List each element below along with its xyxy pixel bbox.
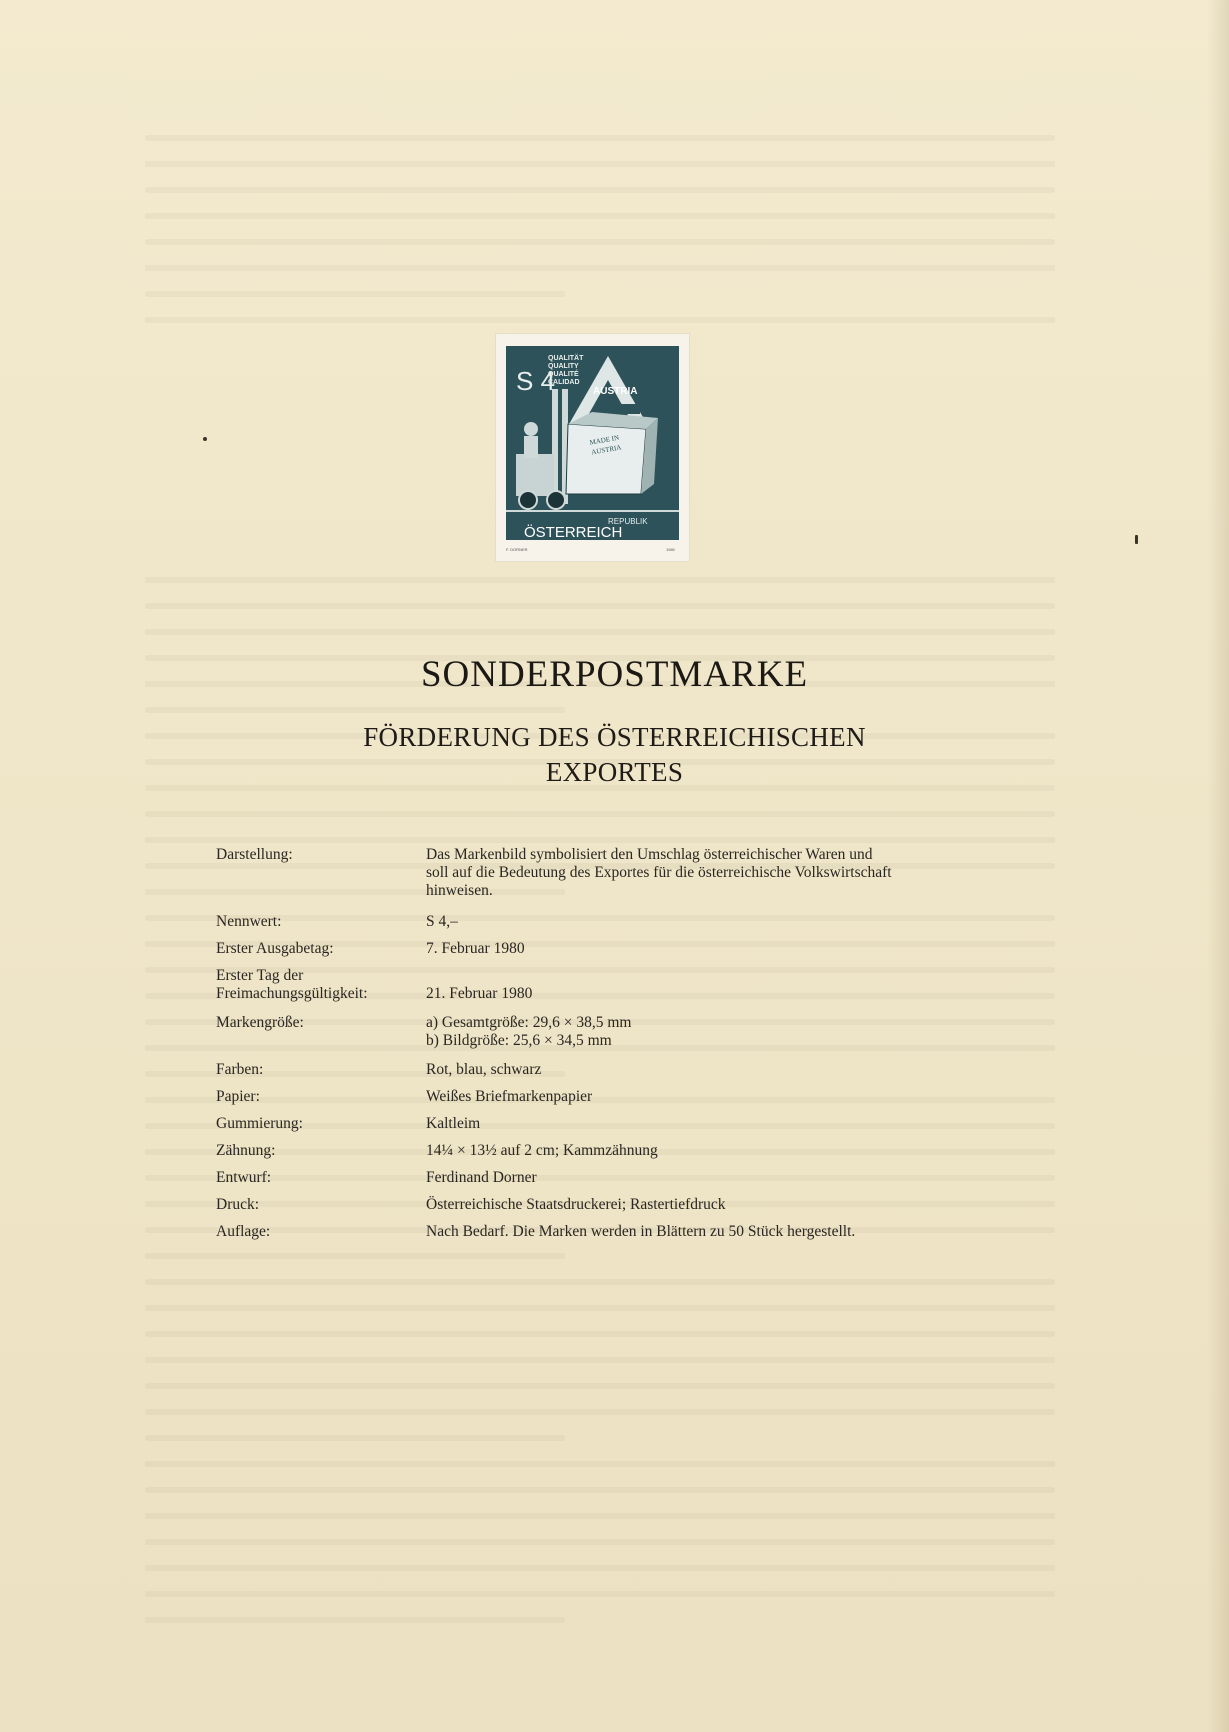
stamp-box-text-1: MADE IN xyxy=(588,433,620,447)
detail-value: 21. Februar 1980 xyxy=(426,985,533,1002)
detail-label: Erster Ausgabetag: xyxy=(216,940,334,957)
detail-label: Farben: xyxy=(216,1061,264,1078)
detail-label: Markengröße: xyxy=(216,1014,304,1031)
detail-value-line: a) Gesamtgröße: 29,6 × 38,5 mm xyxy=(426,1014,632,1031)
detail-label-line: Erster Tag der xyxy=(216,967,304,984)
stamp-tagline-1: QUALITÄT xyxy=(548,355,584,362)
stamp-tagline-2: QUALITY xyxy=(548,363,579,370)
paper-speck xyxy=(203,437,207,441)
show-through-line xyxy=(145,1461,1055,1467)
detail-label: Nennwert: xyxy=(216,913,282,930)
detail-value xyxy=(426,1014,1186,1050)
detail-value-line: soll auf die Bedeutung des Exportes für die österreichische Volkswirtschaft xyxy=(426,864,892,881)
detail-label: Papier: xyxy=(216,1088,260,1105)
show-through-line xyxy=(145,213,1055,219)
stamp-year: 1980 xyxy=(666,547,675,552)
show-through-line xyxy=(145,239,1055,245)
show-through-line xyxy=(145,603,1055,609)
stamp-image xyxy=(496,334,689,561)
stamp-value: S 4 xyxy=(516,366,556,396)
detail-label: Auflage: xyxy=(216,1223,271,1240)
detail-value: Nach Bedarf. Die Marken werden in Blättern zu 50 Stück hergestellt. xyxy=(426,1223,856,1240)
detail-value-line: hinweisen. xyxy=(426,882,493,899)
show-through-line xyxy=(145,1279,1055,1285)
show-through-line xyxy=(145,1357,1055,1363)
detail-value: S 4,– xyxy=(426,913,458,930)
detail-label-line: Freimachungsgültigkeit: xyxy=(216,985,368,1002)
show-through-line xyxy=(145,291,565,297)
show-through-line xyxy=(145,135,1055,141)
show-through-line xyxy=(145,707,565,713)
stamp-republik: REPUBLIK xyxy=(608,517,648,526)
show-through-line xyxy=(145,1513,1055,1519)
show-through-line xyxy=(145,1305,1055,1311)
show-through-line xyxy=(145,1591,1055,1597)
detail-label xyxy=(216,967,416,1003)
show-through-line xyxy=(145,1331,1055,1337)
detail-value: Kaltleim xyxy=(426,1115,481,1132)
detail-label: Entwurf: xyxy=(216,1169,272,1186)
stamp-box-text-2: AUSTRIA xyxy=(590,443,622,457)
detail-value: 7. Februar 1980 xyxy=(426,940,525,957)
stamp-artwork xyxy=(496,334,689,561)
stamp-tagline-3: QUALITÉ xyxy=(548,371,579,378)
show-through-line xyxy=(145,1383,1055,1389)
detail-value: Weißes Briefmarkenpapier xyxy=(426,1088,593,1105)
show-through-line xyxy=(145,265,1055,271)
detail-value-line: b) Bildgröße: 25,6 × 34,5 mm xyxy=(426,1032,612,1049)
show-through-line xyxy=(145,1487,1055,1493)
page-title: SONDERPOSTMARKE xyxy=(420,654,809,695)
stamp-designer: F. DORNER xyxy=(506,547,528,552)
show-through-line xyxy=(145,187,1055,193)
stamp-country: ÖSTERREICH xyxy=(524,524,623,541)
show-through-line xyxy=(145,629,1055,635)
subtitle-line-2: EXPORTES xyxy=(545,757,684,787)
show-through-line xyxy=(145,1617,565,1623)
show-through-line xyxy=(145,1409,1055,1415)
show-through-line xyxy=(145,1253,565,1259)
detail-label: Zähnung: xyxy=(216,1142,276,1159)
show-through-line xyxy=(145,811,1055,817)
detail-value-line: Das Markenbild symbolisiert den Umschlag österreichischer Waren und xyxy=(426,846,873,863)
detail-label: Gummierung: xyxy=(216,1115,303,1132)
paper-edge-shadow xyxy=(1207,0,1229,1732)
show-through-line xyxy=(145,1539,1055,1545)
detail-value xyxy=(426,846,1186,900)
detail-label: Darstellung: xyxy=(216,846,293,863)
show-through-line xyxy=(145,1435,565,1441)
detail-value: Rot, blau, schwarz xyxy=(426,1061,542,1078)
stamp-brand: AUSTRIA xyxy=(593,386,638,397)
subtitle-line-1: FÖRDERUNG DES ÖSTERREICHISCHEN xyxy=(363,722,866,752)
show-through-line xyxy=(145,161,1055,167)
show-through-line xyxy=(145,577,1055,583)
paper-speck xyxy=(1135,535,1138,544)
stamp-tagline-4: CALIDAD xyxy=(548,379,580,386)
detail-label: Druck: xyxy=(216,1196,260,1213)
show-through-line xyxy=(145,1565,1055,1571)
detail-value: Ferdinand Dorner xyxy=(426,1169,537,1186)
show-through-line xyxy=(145,317,1055,323)
detail-value: 14¼ × 13½ auf 2 cm; Kammzähnung xyxy=(426,1142,658,1159)
show-through-line xyxy=(145,837,1055,843)
detail-value: Österreichische Staatsdruckerei; Rastertiefdruck xyxy=(426,1196,726,1213)
